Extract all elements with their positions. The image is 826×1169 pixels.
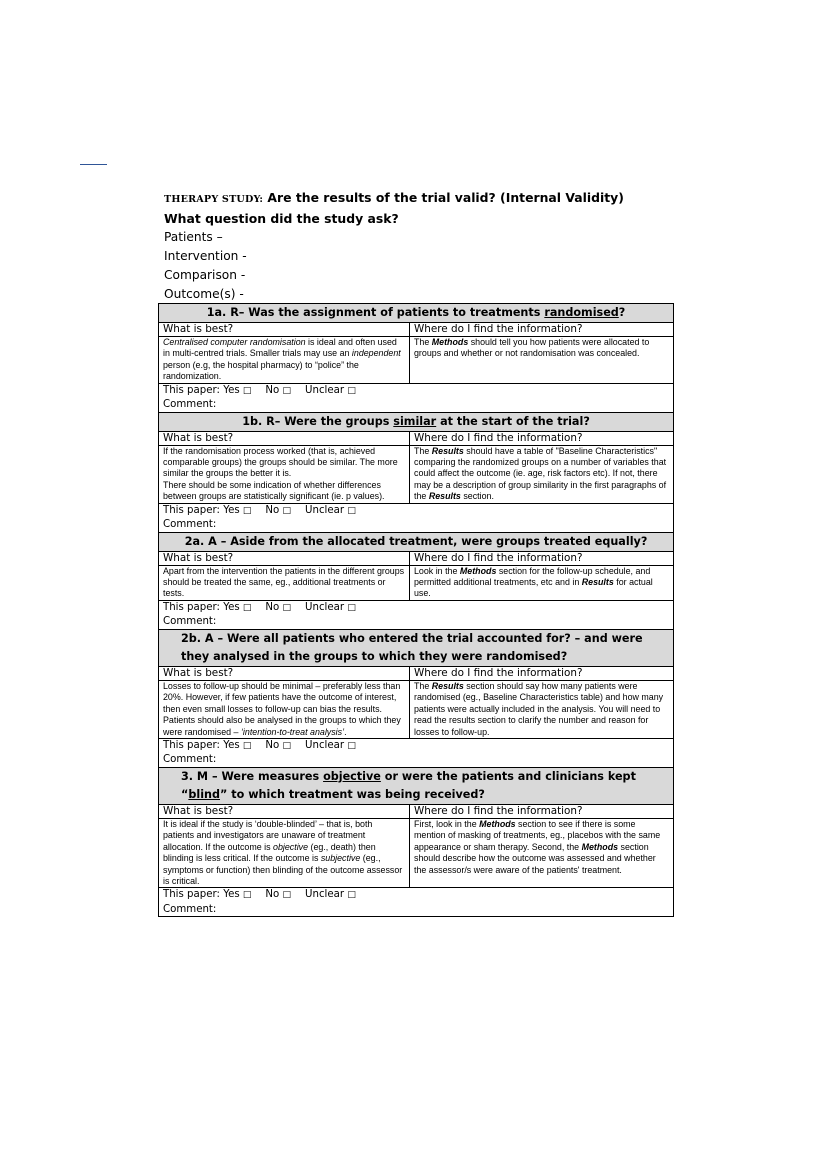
option-no-checkbox[interactable]: □: [282, 505, 292, 516]
option-yes-checkbox[interactable]: □: [242, 740, 252, 751]
text-run: Losses to follow-up should be minimal – preferably less than 20%. However, if few patients have the outcome of interest, then even small losses to follow-up can bias the results. Patients should also be analysed in the groups to which they were randomised –: [163, 680, 401, 737]
study-question: What question did the study ask?: [164, 211, 399, 226]
this-paper-label: This paper:: [163, 504, 220, 516]
text-run: objective: [273, 841, 309, 852]
text-run: First, look in the: [414, 818, 480, 829]
where-find-header: Where do I find the information?: [410, 323, 674, 337]
where-find-header: Where do I find the information?: [410, 551, 674, 565]
question-keyword: blind: [188, 787, 221, 801]
this-paper-label: This paper:: [163, 601, 220, 613]
question-keyword: similar: [393, 414, 437, 428]
question-heading: [159, 629, 674, 666]
this-paper-row: [159, 738, 674, 767]
option-yes-label: Yes: [223, 889, 240, 901]
option-unclear-label: Unclear: [305, 601, 345, 613]
what-is-best-header: What is best?: [159, 551, 410, 565]
what-is-best-header: What is best?: [159, 431, 410, 445]
text-run: There should be some indication of whether differences between groups are statistically significant (ie. p values).: [163, 479, 385, 502]
question-text: 1b. R– Were the groups: [242, 414, 394, 428]
question-text: 2a. A – Aside from the allocated treatment, were groups treated equally?: [184, 534, 648, 548]
question-text: 1a. R– Was the assignment of patients to treatments: [206, 306, 545, 319]
option-no-label: No: [265, 601, 280, 613]
question-heading: [159, 304, 674, 323]
what-is-best-header: What is best?: [159, 323, 410, 337]
text-run: It is ideal if the study is ‘double-blinded’ – that is, both patients and investigators are unaware of treatment allocation. If the outcome is: [163, 818, 373, 852]
option-no-checkbox[interactable]: □: [282, 602, 292, 613]
text-run: section should describe how the outcome was assessed and whether the assessor/s were aware of the patients' treatment.: [414, 841, 656, 875]
comment-label: Comment:: [163, 754, 217, 766]
text-run: Look in the: [414, 565, 460, 576]
comment-label: Comment:: [163, 519, 217, 531]
this-paper-row: [159, 503, 674, 532]
column-header-row: [159, 551, 674, 565]
pico-outcomes: Outcome(s) -: [164, 287, 244, 301]
option-yes-checkbox[interactable]: □: [242, 890, 252, 901]
text-run: should have a table of "Baseline Characteristics" comparing the randomized groups on a number of variables that could affect the outcome (ie. age, risk factors etc). If not, there may be a description of group similarity in the first paragraphs of the: [414, 445, 667, 502]
option-no-checkbox[interactable]: □: [282, 890, 292, 901]
question-text: or were the patients and clinicians kept “: [181, 769, 636, 801]
question-keyword: randomised: [544, 306, 619, 319]
question-text: 2b. A – Were all patients who entered the trial accounted for? – and were they analysed in the groups to which they were randomised?: [181, 631, 643, 663]
what-is-best-text: [159, 680, 410, 738]
content-row: [159, 818, 674, 887]
option-yes-label: Yes: [223, 739, 240, 751]
option-no-label: No: [265, 889, 280, 901]
option-yes-checkbox[interactable]: □: [242, 385, 252, 396]
column-header-row: [159, 431, 674, 445]
option-no-label: No: [265, 739, 280, 751]
what-is-best-header: What is best?: [159, 804, 410, 818]
where-find-text: [410, 565, 674, 600]
content-row: [159, 337, 674, 384]
comment-label: Comment:: [163, 399, 217, 411]
question-row: [159, 412, 674, 431]
text-run: The: [414, 445, 432, 456]
option-no-label: No: [265, 504, 280, 516]
this-paper-label: This paper:: [163, 739, 220, 751]
where-find-text: [410, 818, 674, 887]
content-row: [159, 680, 674, 738]
question-heading: [159, 412, 674, 431]
option-no-checkbox[interactable]: □: [282, 385, 292, 396]
option-unclear-label: Unclear: [305, 504, 345, 516]
option-yes-label: Yes: [223, 384, 240, 396]
this-paper-label: This paper:: [163, 889, 220, 901]
text-run: section for the follow-up schedule, and permitted additional treatments, etc and in: [414, 565, 651, 588]
question-heading: [159, 767, 674, 804]
where-find-header: Where do I find the information?: [410, 666, 674, 680]
text-run: person (e.g, the hospital pharmacy) to “police” the randomization.: [163, 359, 359, 382]
option-no-label: No: [265, 384, 280, 396]
text-run: Methods: [459, 565, 497, 576]
question-keyword: objective: [323, 769, 381, 783]
text-run: section.: [460, 491, 494, 502]
option-unclear-checkbox[interactable]: □: [347, 740, 356, 751]
question-row: [159, 532, 674, 551]
where-find-text: [410, 445, 674, 503]
this-paper-cell: [159, 888, 674, 917]
what-is-best-text: [159, 337, 410, 384]
column-header-row: [159, 666, 674, 680]
text-run: Methods: [479, 818, 516, 829]
question-text: at the start of the trial?: [436, 414, 590, 428]
what-is-best-text: [159, 565, 410, 600]
study-label: THERAPY STUDY:: [164, 194, 264, 205]
where-find-text: [410, 680, 674, 738]
option-no-checkbox[interactable]: □: [282, 740, 292, 751]
where-find-text: [410, 337, 674, 384]
text-run: Apart from the intervention the patients in the different groups should be treated the same, eg., additional treatments or tests.: [163, 565, 405, 599]
top-rule: [80, 164, 107, 165]
comment-label: Comment:: [163, 903, 217, 915]
question-row: [159, 304, 674, 323]
option-yes-label: Yes: [223, 601, 240, 613]
text-run: The: [414, 337, 432, 347]
appraisal-table: [158, 303, 674, 917]
pico-comparison: Comparison -: [164, 268, 246, 282]
text-run: The: [414, 680, 432, 691]
option-yes-label: Yes: [223, 504, 240, 516]
option-unclear-label: Unclear: [305, 384, 345, 396]
this-paper-row: [159, 600, 674, 629]
where-find-header: Where do I find the information?: [410, 804, 674, 818]
text-run: .: [344, 726, 347, 737]
text-run: section to see if there is some mention of masking of treatments, eg., placebos with the same appearance or sham therapy. Second, the: [414, 818, 661, 852]
text-run: ‘intention-to-treat analysis’: [240, 726, 345, 737]
column-header-row: [159, 323, 674, 337]
this-paper-cell: [159, 600, 674, 629]
comment-label: Comment:: [163, 616, 217, 628]
text-run: for actual use.: [414, 577, 653, 599]
text-run: (eg., death) then blinding is less critical. If the outcome is: [163, 841, 376, 864]
text-run: subjective: [320, 853, 361, 864]
text-run: is ideal and often used in multi-centred trials. Smaller trials may use an: [163, 337, 397, 359]
option-unclear-label: Unclear: [305, 889, 345, 901]
text-run: Methods: [581, 841, 619, 852]
this-paper-row: [159, 888, 674, 917]
this-paper-cell: [159, 503, 674, 532]
form-header: [164, 188, 684, 304]
option-unclear-checkbox[interactable]: □: [347, 505, 356, 516]
text-run: independent: [351, 348, 401, 359]
question-heading: [159, 532, 674, 551]
where-find-header: Where do I find the information?: [410, 431, 674, 445]
question-text: 3. M – Were measures: [181, 769, 324, 783]
content-row: [159, 445, 674, 503]
text-run: Results: [431, 445, 464, 456]
what-is-best-header: What is best?: [159, 666, 410, 680]
question-row: [159, 629, 674, 666]
title-line: [164, 188, 684, 209]
text-run: If the randomisation process worked (that is, achieved comparable groups) the groups should be similar. The more similar the groups the better it is.: [163, 445, 398, 479]
what-is-best-text: [159, 818, 410, 887]
option-unclear-checkbox[interactable]: □: [347, 890, 356, 901]
text-run: should tell you how patients were allocated to groups and whether or not randomisation was concealed.: [414, 337, 650, 359]
option-unclear-label: Unclear: [305, 739, 345, 751]
this-paper-cell: [159, 738, 674, 767]
option-yes-checkbox[interactable]: □: [242, 602, 252, 613]
column-header-row: [159, 804, 674, 818]
option-yes-checkbox[interactable]: □: [242, 505, 252, 516]
page-title: Are the results of the trial valid? (Internal Validity): [267, 190, 624, 205]
text-run: Results: [581, 577, 614, 588]
what-is-best-text: [159, 445, 410, 503]
text-run: Results: [431, 680, 464, 691]
text-run: (eg., symptoms or function) then blinding of the outcome assessor is critical.: [163, 853, 403, 886]
option-unclear-checkbox[interactable]: □: [347, 602, 356, 613]
this-paper-label: This paper:: [163, 384, 220, 396]
pico-intervention: Intervention -: [164, 249, 247, 263]
content-row: [159, 565, 674, 600]
this-paper-cell: [159, 383, 674, 412]
text-run: Results: [428, 491, 461, 502]
question-row: [159, 767, 674, 804]
pico-patients: Patients –: [164, 230, 223, 244]
text-run: section should say how many patients were randomised (eg., Baseline Characteristics table) and how many patients were actually included in the analysis. You will need to read the results section to clarify the number and reason for losses to follow-up.: [414, 680, 664, 737]
question-text: ?: [618, 306, 626, 319]
option-unclear-checkbox[interactable]: □: [347, 385, 356, 396]
question-text: ” to which treatment was being received?: [220, 787, 485, 801]
text-run: Methods: [431, 337, 469, 347]
this-paper-row: [159, 383, 674, 412]
text-run: Centralised computer randomisation: [163, 337, 306, 347]
